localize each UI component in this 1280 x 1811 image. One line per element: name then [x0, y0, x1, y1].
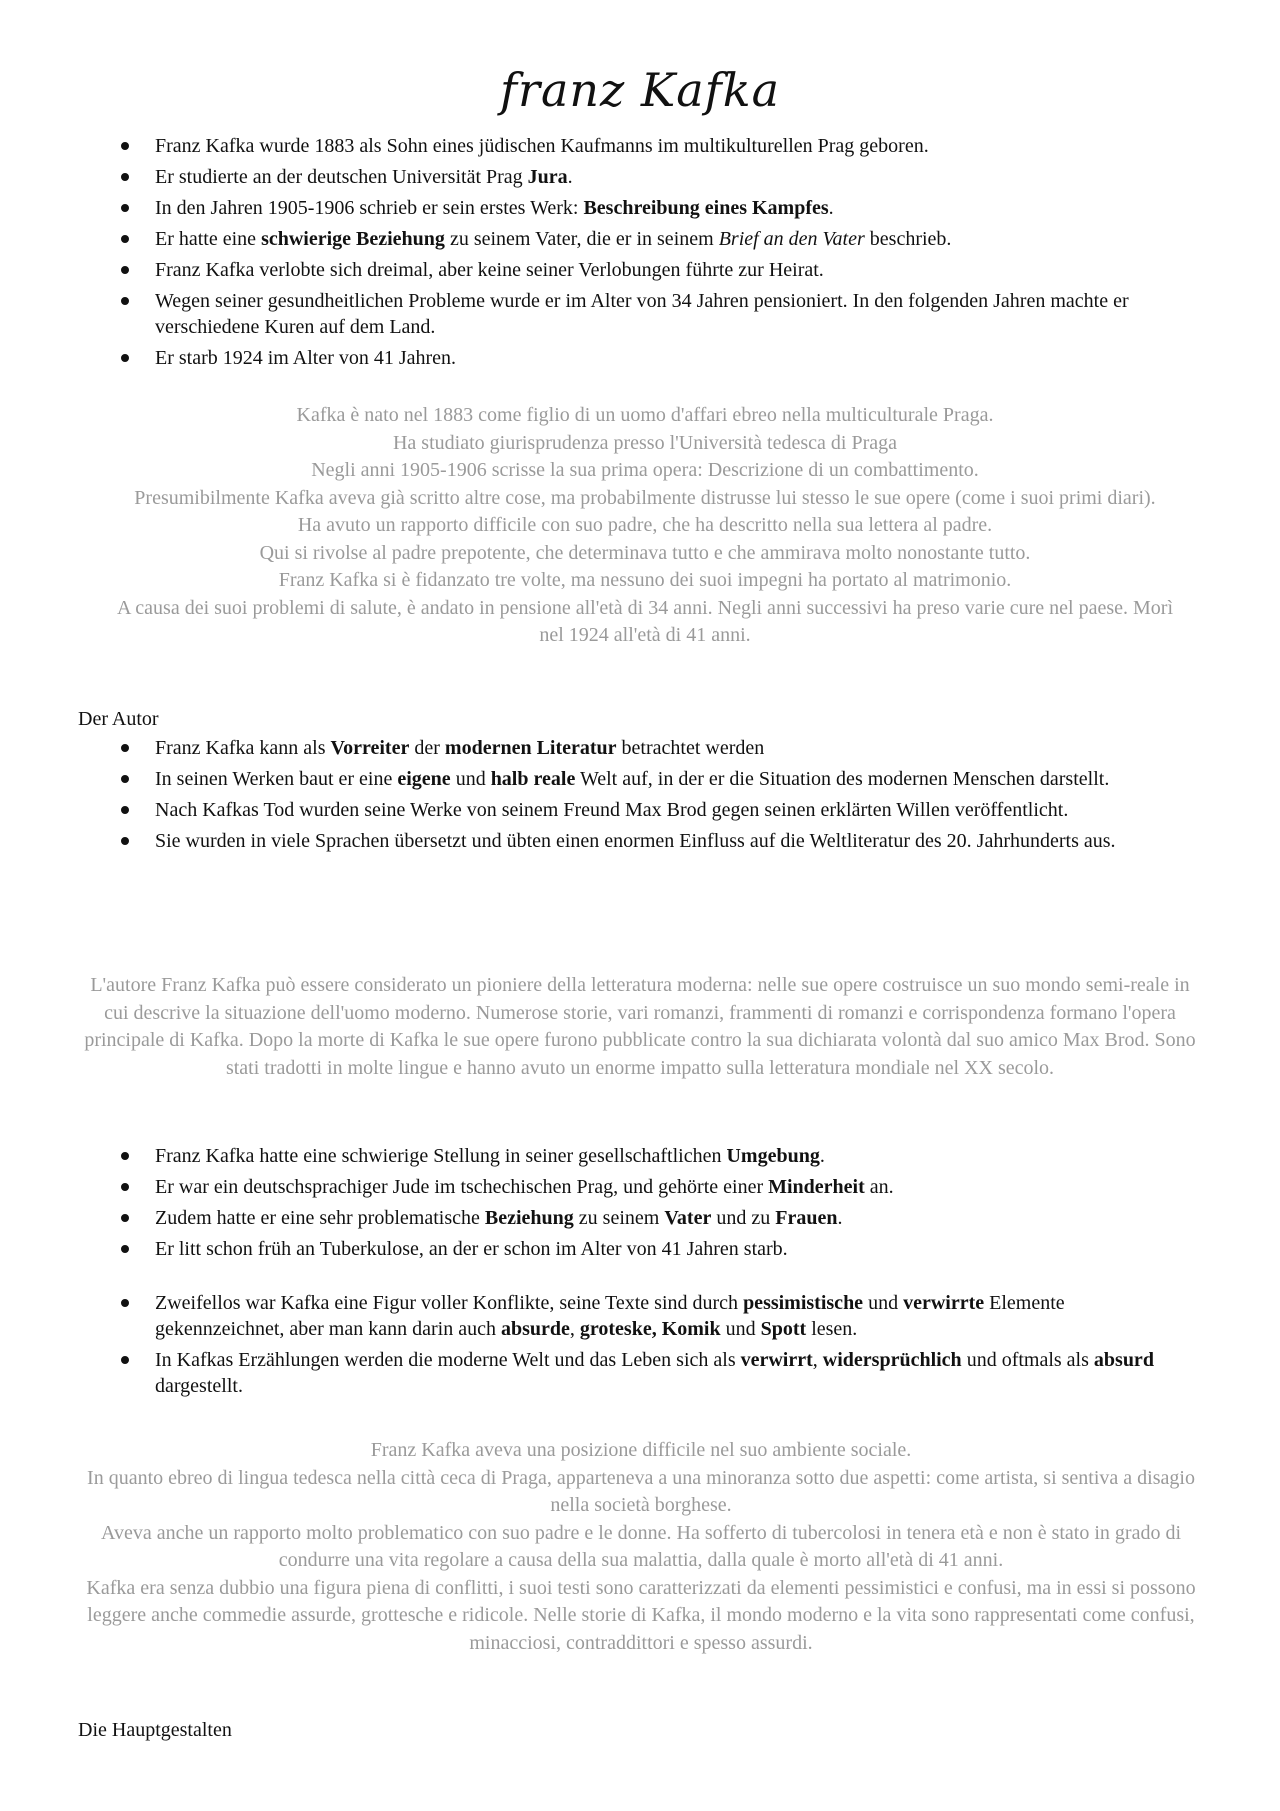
social-position-list	[155, 1143, 1215, 1262]
bullet-icon	[121, 1214, 129, 1222]
bullet-icon	[121, 1183, 129, 1191]
bullet-icon	[121, 744, 129, 752]
bullet-icon	[121, 1356, 129, 1364]
list-item: In den Jahren 1905-1906 schrieb er sein erstes Werk: Beschreibung eines Kampfes.	[155, 195, 1215, 221]
conflict-list	[155, 1290, 1195, 1399]
bullet-icon	[121, 235, 129, 243]
list-item: Franz Kafka hatte eine schwierige Stellung in seiner gesellschaftlichen Umgebung.	[155, 1143, 1215, 1169]
bullet-icon	[121, 1299, 129, 1307]
bullet-icon	[121, 266, 129, 274]
list-item: Franz Kafka verlobte sich dreimal, aber keine seiner Verlobungen führte zur Heirat.	[155, 257, 1215, 283]
section-heading-hauptgestalten: Die Hauptgestalten	[78, 1719, 232, 1741]
bullet-icon	[121, 1245, 129, 1253]
biography-list	[155, 133, 1215, 371]
list-item: Er starb 1924 im Alter von 41 Jahren.	[155, 345, 1215, 371]
list-item: Er studierte an der deutschen Universität Prag Jura.	[155, 164, 1215, 190]
bullet-icon	[121, 1152, 129, 1160]
list-item: Zudem hatte er eine sehr problematische Beziehung zu seinem Vater und zu Frauen.	[155, 1205, 1215, 1231]
author-list	[155, 735, 1225, 854]
italian-translation-2: L'autore Franz Kafka può essere considerato un pioniere della letteratura moderna: nelle sue opere costruisce un suo mondo semi-reale in cui descrive la situazione dell'uomo moderno. Numerose storie, vari romanzi, frammenti di romanzi e corrispondenza formano l'opera principale di Kafka. Dopo la morte di Kafka le sue opere furono pubblicate contro la sua dichiarata volontà dal suo amico Max Brod. Sono stati tradotti in molte lingue e hanno avuto un enorme impatto sulla letteratura mondiale nel XX secolo.	[84, 974, 1196, 1079]
bullet-icon	[121, 806, 129, 814]
list-item: Nach Kafkas Tod wurden seine Werke von seinem Freund Max Brod gegen seinen erklärten Willen veröffentlicht.	[155, 797, 1225, 823]
section-heading-autor: Der Autor	[78, 708, 159, 730]
list-item: In seinen Werken baut er eine eigene und halb reale Welt auf, in der er die Situation des modernen Menschen darstellt.	[155, 766, 1225, 792]
bullet-icon	[121, 837, 129, 845]
list-item: Zweifellos war Kafka eine Figur voller Konflikte, seine Texte sind durch pessimistische und verwirrte Elemente gekennzeichnet, aber man kann darin auch absurde, groteske, Komik und Spott lesen.	[155, 1290, 1195, 1342]
list-item: Wegen seiner gesundheitlichen Probleme wurde er im Alter von 34 Jahren pensioniert. In den folgenden Jahren machte er verschiedene Kuren auf dem Land.	[155, 288, 1215, 340]
page-title: franz Kafka	[499, 63, 781, 117]
bullet-icon	[121, 142, 129, 150]
bullet-icon	[121, 204, 129, 212]
bullet-icon	[121, 297, 129, 305]
list-item: Franz Kafka wurde 1883 als Sohn eines jüdischen Kaufmanns im multikulturellen Prag geboren.	[155, 133, 1215, 159]
italian-translation-1: Kafka è nato nel 1883 come figlio di un uomo d'affari ebreo nella multiculturale Praga. Ha studiato giurisprudenza presso l'Università tedesca di Praga Negli anni 1905-1906 scrisse la sua prima opera: Descrizione di un combattimento. Presumibilmente Kafka aveva già scritto altre cose, ma probabilmente distrusse lui stesso le sue opere (come i suoi primi diari). Ha avuto un rapporto difficile con suo padre, che ha descritto nella sua lettera al padre. Qui si rivolse al padre prepotente, che determinava tutto e che ammirava molto nonostante tutto. Franz Kafka si è fidanzato tre volte, ma nessuno dei suoi impegni ha portato al matrimonio. A causa dei suoi problemi di salute, è andato in pensione all'età di 34 anni. Negli anni successivi ha preso varie cure nel paese. Morì nel 1924 all'età di 41 anni.	[116, 404, 1174, 646]
bullet-icon	[121, 775, 129, 783]
list-item: In Kafkas Erzählungen werden die moderne Welt und das Leben sich als verwirrt, widersprüchlich und oftmals als absurd dargestellt.	[155, 1347, 1195, 1399]
bullet-icon	[121, 173, 129, 181]
italian-translation-3: Franz Kafka aveva una posizione difficile nel suo ambiente sociale. In quanto ebreo di lingua tedesca nella città ceca di Praga, apparteneva a una minoranza sotto due aspetti: come artista, si sentiva a disagio nella società borghese. Aveva anche un rapporto molto problematico con suo padre e le donne. Ha sofferto di tubercolosi in tenera età e non è stato in grado di condurre una vita regolare a causa della sua malattia, dalla quale è morto all'età di 41 anni. Kafka era senza dubbio una figura piena di conflitti, i suoi testi sono caratterizzati da elementi pessimistici e confusi, ma in essi si possono leggere anche commedie assurde, grottesche e ridicole. Nelle storie di Kafka, il mondo moderno e la vita sono rappresentati come confusi, minacciosi, contraddittori e spesso assurdi.	[86, 1439, 1196, 1654]
list-item: Er litt schon früh an Tuberkulose, an der er schon im Alter von 41 Jahren starb.	[155, 1236, 1215, 1262]
bullet-icon	[121, 354, 129, 362]
list-item: Sie wurden in viele Sprachen übersetzt und übten einen enormen Einfluss auf die Weltliteratur des 20. Jahrhunderts aus.	[155, 828, 1225, 854]
list-item: Er hatte eine schwierige Beziehung zu seinem Vater, die er in seinem Brief an den Vater beschrieb.	[155, 226, 1215, 252]
list-item: Er war ein deutschsprachiger Jude im tschechischen Prag, und gehörte einer Minderheit an.	[155, 1174, 1215, 1200]
list-item: Franz Kafka kann als Vorreiter der modernen Literatur betrachtet werden	[155, 735, 1225, 761]
